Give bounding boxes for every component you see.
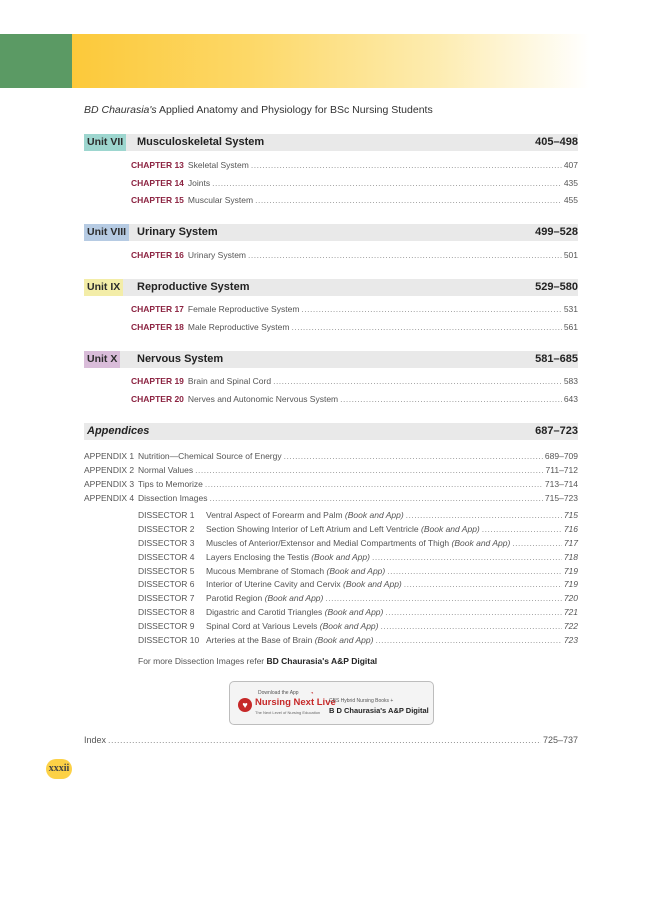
book-title: BD Chaurasia's Applied Anatomy and Physiology for BSc Nursing Students xyxy=(84,104,433,116)
toc-dissector-row[interactable]: DISSECTOR 2 Section Showing Interior of Left Atrium and Left Ventricle (Book and App) ..... 716 xyxy=(138,524,578,534)
unit-tag: Unit IX xyxy=(84,279,123,296)
toc-appendix-row[interactable]: APPENDIX 4 Dissection Images ..... 715–723 xyxy=(84,493,578,503)
toc-chapter-row[interactable]: CHAPTER 15 Muscular System ..... 455 xyxy=(131,195,578,205)
toc-chapter-row[interactable]: CHAPTER 20 Nerves and Autonomic Nervous System ..... 643 xyxy=(131,394,578,404)
unit-tag: Unit VII xyxy=(84,134,126,151)
unit-header-viii[interactable] xyxy=(84,224,578,241)
header-band-yellow xyxy=(72,34,660,88)
toc-dissector-row[interactable]: DISSECTOR 5 Mucous Membrane of Stomach (Book and App) ..... 719 xyxy=(138,566,578,576)
unit-pages: 581–685 xyxy=(535,353,578,365)
unit-tag: Unit VIII xyxy=(84,224,129,241)
toc-chapter-row[interactable]: CHAPTER 19 Brain and Spinal Cord ..... 583 xyxy=(131,376,578,386)
unit-header-x[interactable] xyxy=(84,351,578,368)
header-band-green xyxy=(0,34,72,88)
toc-index-row[interactable]: Index ..... 725–737 xyxy=(84,735,578,745)
toc-dissector-row[interactable]: DISSECTOR 1 Ventral Aspect of Forearm and Palm (Book and App) ..... 715 xyxy=(138,510,578,520)
app-promo-banner[interactable]: Download the App ♥ Nursing Next Live ◔ The Next Level of Nursing Education CBS Hybrid Nursing Books + B D Chaurasia's A&P Digital xyxy=(229,681,434,725)
toc-chapter-row[interactable]: CHAPTER 14 Joints ..... 435 xyxy=(131,178,578,188)
toc-dissector-row[interactable]: DISSECTOR 9 Spinal Cord at Various Levels (Book and App) ..... 722 xyxy=(138,621,578,631)
appendices-title: Appendices xyxy=(87,425,150,437)
toc-dissector-row[interactable]: DISSECTOR 10 Arteries at the Base of Brain (Book and App) ..... 723 xyxy=(138,635,578,645)
page-number-badge: xxxii xyxy=(46,759,72,779)
toc-dissector-row[interactable]: DISSECTOR 6 Interior of Uterine Cavity and Cervix (Book and App) ..... 719 xyxy=(138,579,578,589)
wifi-icon: ◔ xyxy=(310,691,314,697)
appendices-header[interactable] xyxy=(84,423,578,440)
unit-title: Reproductive System xyxy=(137,281,250,293)
appendices-pages: 687–723 xyxy=(535,425,578,437)
toc-dissector-row[interactable]: DISSECTOR 4 Layers Enclosing the Testis (Book and App) ..... 718 xyxy=(138,552,578,562)
toc-appendix-row[interactable]: APPENDIX 2 Normal Values ..... 711–712 xyxy=(84,465,578,475)
unit-header-vii[interactable] xyxy=(84,134,578,151)
toc-appendix-row[interactable]: APPENDIX 1 Nutrition—Chemical Source of Energy ..... 689–709 xyxy=(84,451,578,461)
unit-pages: 405–498 xyxy=(535,136,578,148)
unit-header-ix[interactable] xyxy=(84,279,578,296)
heartbeat-logo-icon: ♥ xyxy=(238,698,252,712)
unit-title: Urinary System xyxy=(137,226,218,238)
toc-dissector-row[interactable]: DISSECTOR 8 Digastric and Carotid Triangles (Book and App) ..... 721 xyxy=(138,607,578,617)
unit-pages: 499–528 xyxy=(535,226,578,238)
toc-chapter-row[interactable]: CHAPTER 17 Female Reproductive System ..... 531 xyxy=(131,304,578,314)
unit-tag: Unit X xyxy=(84,351,120,368)
toc-dissector-row[interactable]: DISSECTOR 3 Muscles of Anterior/Extensor and Medial Compartments of Thigh (Book and App) ..... 717 xyxy=(138,538,578,548)
toc-chapter-row[interactable]: CHAPTER 16 Urinary System ..... 501 xyxy=(131,250,578,260)
toc-chapter-row[interactable]: CHAPTER 13 Skeletal System ..... 407 xyxy=(131,160,578,170)
unit-title: Nervous System xyxy=(137,353,224,365)
unit-title: Musculoskeletal System xyxy=(137,136,265,148)
more-dissection-note: For more Dissection Images refer BD Chaurasia's A&P Digital xyxy=(138,656,378,666)
toc-chapter-row[interactable]: CHAPTER 18 Male Reproductive System ..... 561 xyxy=(131,322,578,332)
unit-pages: 529–580 xyxy=(535,281,578,293)
toc-dissector-row[interactable]: DISSECTOR 7 Parotid Region (Book and App) ..... 720 xyxy=(138,593,578,603)
toc-appendix-row[interactable]: APPENDIX 3 Tips to Memorize ..... 713–714 xyxy=(84,479,578,489)
